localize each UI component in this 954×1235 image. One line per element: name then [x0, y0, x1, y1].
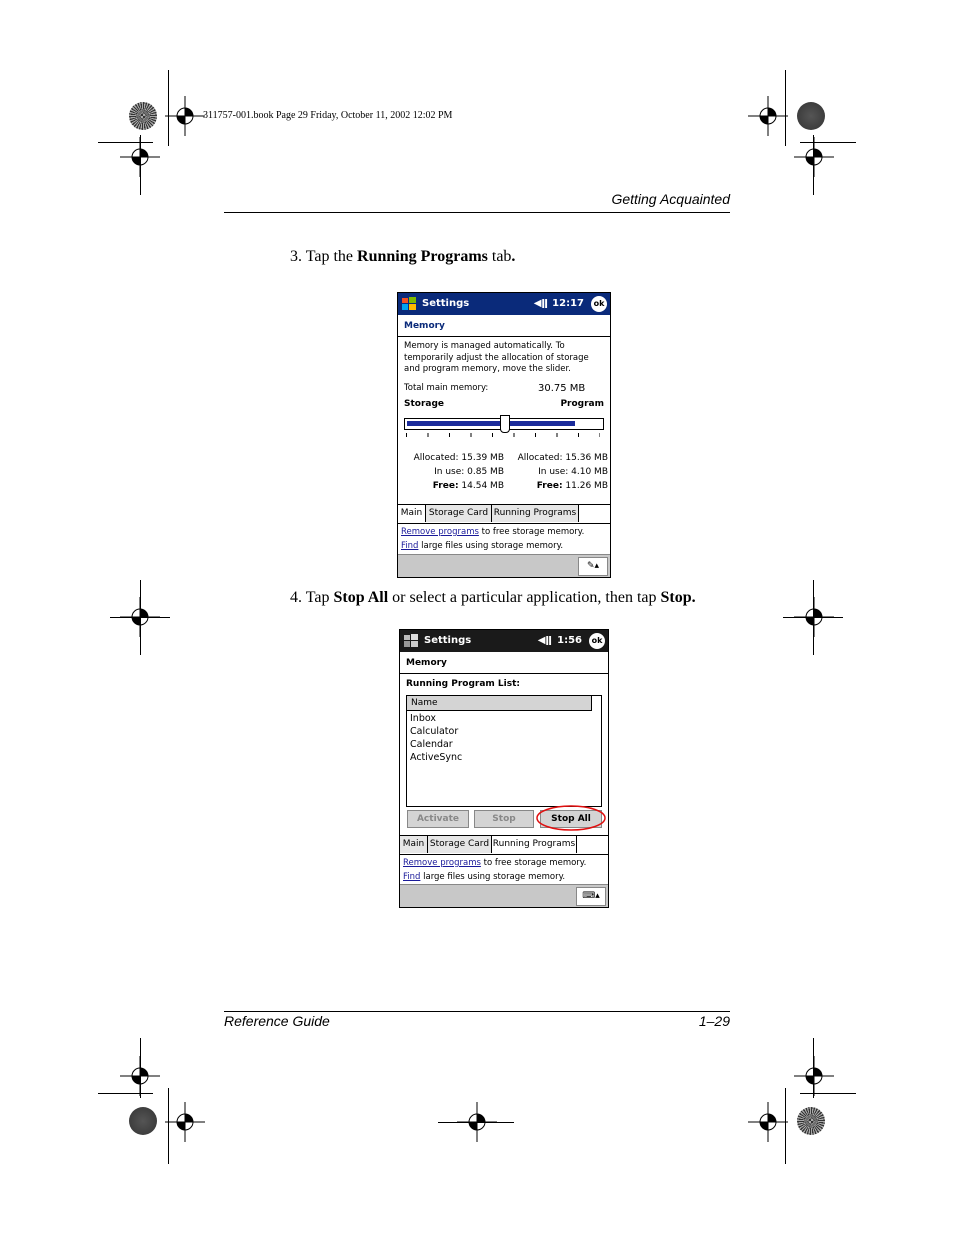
start-menu-icon[interactable]: [401, 296, 417, 312]
registration-mark-icon: [120, 1056, 160, 1096]
slider-thumb[interactable]: [500, 415, 510, 433]
storage-label: Storage: [404, 399, 445, 409]
find-files-line: Find large files using storage memory.: [403, 872, 566, 882]
running-list-label: Running Program List:: [406, 679, 520, 689]
title-bar: [400, 630, 608, 652]
list-item[interactable]: Inbox: [410, 713, 436, 724]
registration-mark-icon: [794, 1056, 834, 1096]
stop-all-button[interactable]: Stop All: [540, 810, 602, 828]
activate-button[interactable]: Activate: [407, 810, 469, 828]
tab-storage-card[interactable]: Storage Card: [428, 836, 492, 853]
memory-slider[interactable]: [404, 418, 604, 430]
tab-running-programs[interactable]: Running Programs: [492, 836, 577, 853]
find-link[interactable]: Find: [403, 872, 421, 882]
command-bar: [400, 884, 608, 907]
keyboard-icon: ⌨▴: [582, 891, 600, 901]
slider-ticks: [406, 433, 600, 437]
find-link[interactable]: Find: [401, 541, 419, 551]
footer-rule: [224, 1011, 730, 1012]
clock[interactable]: 1:56: [557, 635, 582, 646]
start-menu-icon[interactable]: [403, 633, 419, 649]
page-number: 1–29: [698, 1013, 730, 1029]
running-program-list[interactable]: [406, 695, 602, 807]
color-rosette-icon: [129, 102, 157, 130]
registration-mark-icon: [165, 1102, 205, 1142]
registration-mark-icon: [120, 137, 160, 177]
remove-programs-link[interactable]: Remove programs: [401, 527, 479, 537]
input-panel-button[interactable]: [578, 557, 608, 576]
storage-stats: Allocated: 15.39 MB In use: 0.85 MB Free: 14.54 MB: [413, 453, 504, 491]
header-rule: [224, 212, 730, 213]
tab-main[interactable]: Main: [398, 505, 426, 522]
remove-programs-line: Remove programs to free storage memory.: [403, 858, 587, 868]
speaker-icon[interactable]: ◀ǁ: [533, 298, 548, 309]
column-header[interactable]: Name: [407, 696, 592, 711]
color-rosette-icon: [797, 102, 825, 130]
list-item[interactable]: ActiveSync: [410, 752, 463, 763]
pen-icon: ✎▴: [586, 561, 600, 571]
step-4: 4. Tap Stop All or select a particular application, then tap Stop.: [290, 589, 696, 606]
highlight-ellipse: [535, 803, 609, 833]
input-panel-button[interactable]: [576, 887, 606, 906]
clock[interactable]: 12:17: [552, 298, 584, 309]
color-rosette-icon: [129, 1107, 157, 1135]
registration-mark-icon: [794, 137, 834, 177]
total-memory-value: 30.75 MB: [538, 383, 586, 394]
print-header: 311757-001.book Page 29 Friday, October 11, 2002 12:02 PM: [203, 110, 453, 121]
section-title: Memory: [406, 658, 447, 668]
list-item[interactable]: Calendar: [410, 739, 453, 750]
stop-button[interactable]: Stop: [474, 810, 534, 828]
program-items: [407, 711, 601, 764]
list-item[interactable]: Calculator: [410, 726, 459, 737]
speaker-icon[interactable]: ◀ǁ: [537, 635, 552, 646]
step-3: 3. Tap the Running Programs tab.: [290, 248, 516, 265]
memory-description: Memory is managed automatically. To temporarily adjust the allocation of storage and program memory, move the slider.: [404, 341, 589, 374]
slider-track: [407, 421, 575, 426]
registration-mark-icon: [165, 96, 205, 136]
registration-mark-icon: [748, 96, 788, 136]
title-bar: [398, 293, 610, 315]
registration-mark-icon: [748, 1102, 788, 1142]
pda-screen-memory-main: [397, 292, 611, 578]
color-rosette-icon: [797, 1107, 825, 1135]
tab-bar: [398, 504, 610, 523]
tab-running-programs[interactable]: Running Programs: [492, 505, 579, 522]
footer-left: Reference Guide: [224, 1013, 330, 1029]
ok-button[interactable]: ok: [591, 296, 607, 312]
program-stats: Allocated: 15.36 MB In use: 4.10 MB Free: 11.26 MB: [517, 453, 608, 491]
remove-programs-link[interactable]: Remove programs: [403, 858, 481, 868]
command-bar: [398, 554, 610, 577]
tab-main[interactable]: Main: [400, 836, 428, 853]
app-title: Settings: [424, 635, 472, 646]
pda-screen-running-programs: [399, 629, 609, 908]
find-files-line: Find large files using storage memory.: [401, 541, 564, 551]
tab-storage-card[interactable]: Storage Card: [426, 505, 492, 522]
running-header: Getting Acquainted: [611, 191, 730, 207]
ok-button[interactable]: ok: [589, 633, 605, 649]
program-label: Program: [560, 399, 604, 409]
section-title: Memory: [404, 321, 445, 331]
app-title: Settings: [422, 298, 470, 309]
tab-bar: [400, 835, 608, 854]
total-memory-label: Total main memory:: [404, 383, 489, 393]
remove-programs-line: Remove programs to free storage memory.: [401, 527, 585, 537]
